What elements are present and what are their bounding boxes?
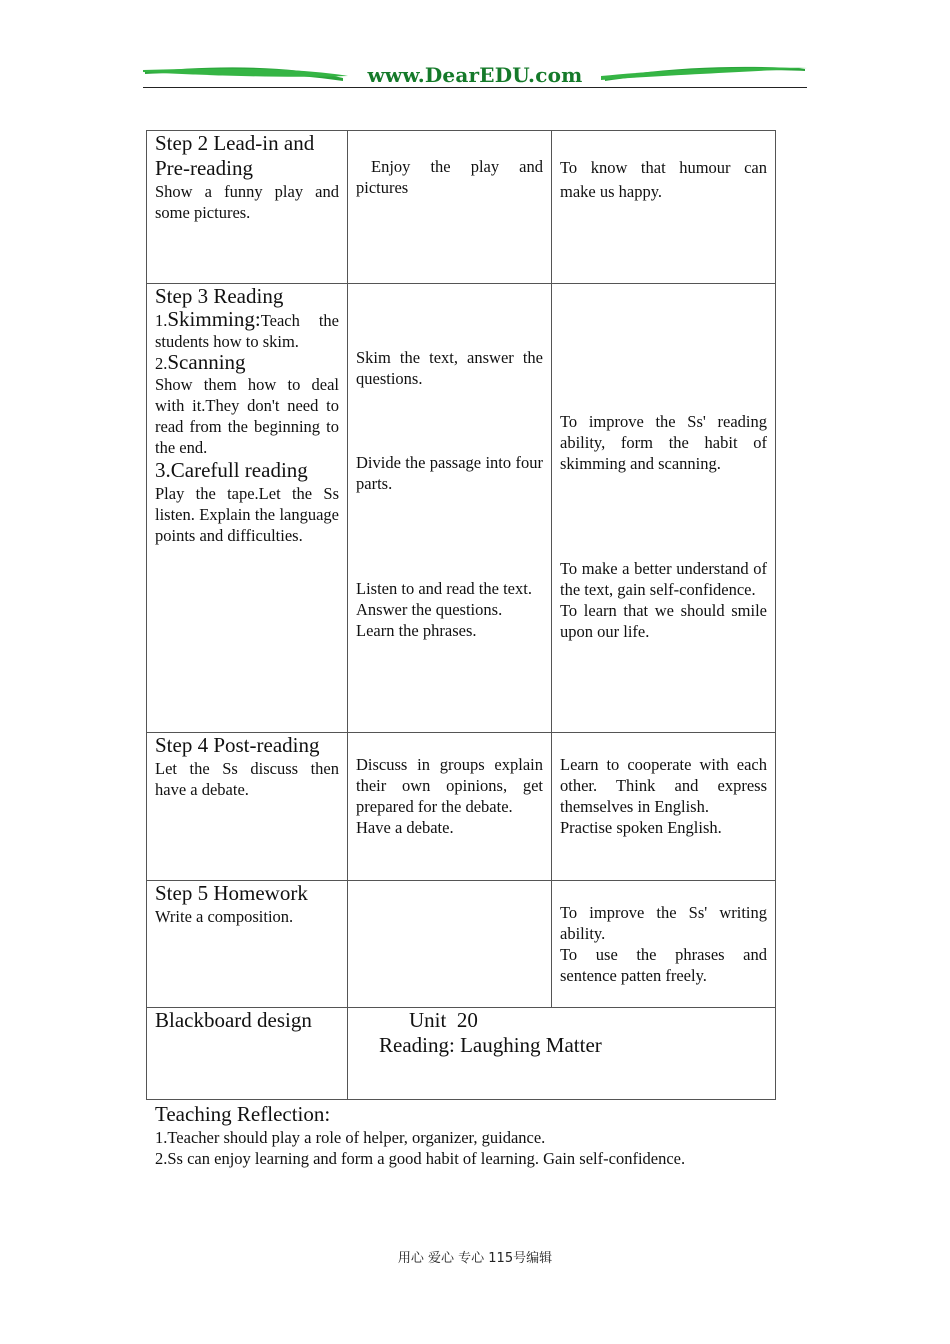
- aim-text: Learn to cooperate with each other. Think and express themselves in English.: [560, 755, 767, 816]
- site-logo-text: www.DearEDU.com: [367, 63, 583, 87]
- step-title: Step 5 Homework: [155, 881, 308, 905]
- activity-text: Have a debate.: [356, 818, 454, 837]
- aim-cell: [552, 881, 776, 1008]
- blackboard-content-cell: [348, 1008, 776, 1100]
- blackboard-label-cell: [147, 1008, 348, 1100]
- activity-text: Divide the passage into four parts.: [356, 453, 543, 493]
- header-rule: [143, 87, 807, 88]
- page-footer: 用心 爱心 专心 115号编辑: [397, 1251, 553, 1266]
- activity-text: Discuss in groups explain their own opinions, get prepared for the debate.: [356, 755, 543, 816]
- step-description: Let the Ss discuss then have a debate.: [155, 759, 339, 799]
- aim-text: To improve the Ss' writing ability.: [560, 903, 767, 943]
- aim-text: Practise spoken English.: [560, 818, 722, 837]
- table-row: [147, 131, 776, 284]
- step-cell: [147, 733, 348, 881]
- skimming-section: [155, 309, 339, 352]
- skimming-label: Skimming:: [167, 307, 261, 331]
- aim-text: To know that humour can make us happy.: [560, 158, 767, 201]
- table-row: [147, 284, 776, 733]
- aim-text: To use the phrases and sentence patten freely.: [560, 945, 767, 985]
- table-row: [147, 1008, 776, 1100]
- activity-text: Enjoy the play and pictures: [356, 157, 543, 197]
- step-title: Step 2 Lead-in and Pre-reading: [155, 131, 315, 180]
- activity-text: Learn the phrases.: [356, 621, 477, 640]
- activity-text: Answer the questions.: [356, 600, 503, 619]
- activity-cell-empty: [348, 881, 552, 1008]
- reflection-line: 2.Ss can enjoy learning and form a good habit of learning. Gain self-confidence.: [155, 1149, 686, 1168]
- blackboard-label: Blackboard design: [155, 1008, 312, 1032]
- blackboard-unit: Unit 20: [409, 1008, 478, 1032]
- step-cell: [147, 881, 348, 1008]
- activity-text: Skim the text, answer the questions.: [356, 348, 543, 388]
- activity-text: Listen to and read the text.: [356, 579, 532, 598]
- table-row: [147, 733, 776, 881]
- step-title: Step 3 Reading: [155, 284, 284, 308]
- table-row: [147, 881, 776, 1008]
- step-cell: [147, 131, 348, 284]
- aim-text: To make a better understand of the text, gain self-confidence.: [560, 559, 767, 599]
- aim-text: To improve the Ss' reading ability, form the habit of skimming and scanning.: [560, 412, 767, 473]
- aim-text: To learn that we should smile upon our life.: [560, 601, 767, 641]
- blackboard-reading: Reading: Laughing Matter: [379, 1033, 602, 1057]
- activity-cell: [348, 284, 552, 733]
- scanning-section: [155, 352, 339, 374]
- step-title: Step 4 Post-reading: [155, 733, 320, 757]
- reflection-title: Teaching Reflection:: [155, 1102, 331, 1126]
- aim-cell: [552, 733, 776, 881]
- scanning-label: Scanning: [167, 350, 246, 374]
- step-cell: [147, 284, 348, 733]
- step-description: Show a funny play and some pictures.: [155, 182, 339, 222]
- skimming-number: 1.: [155, 311, 168, 330]
- teaching-reflection: [155, 1102, 764, 1169]
- careful-reading-label: 3.Carefull reading: [155, 458, 308, 482]
- activity-cell: [348, 131, 552, 284]
- aim-cell: [552, 284, 776, 733]
- reflection-line: 1.Teacher should play a role of helper, organizer, guidance.: [155, 1128, 546, 1147]
- careful-reading-description: Play the tape.Let the Ss listen. Explain the language points and difficulties.: [155, 484, 339, 545]
- activity-cell: [348, 733, 552, 881]
- scanning-description: Show them how to deal with it.They don't need to read from the beginning to the end.: [155, 375, 339, 457]
- lesson-plan-table: [146, 130, 776, 1100]
- step-description: Write a composition.: [155, 907, 294, 926]
- scanning-number: 2.: [155, 354, 168, 373]
- skimming-description: Teach the students how to skim.: [155, 311, 339, 351]
- aim-cell: [552, 131, 776, 284]
